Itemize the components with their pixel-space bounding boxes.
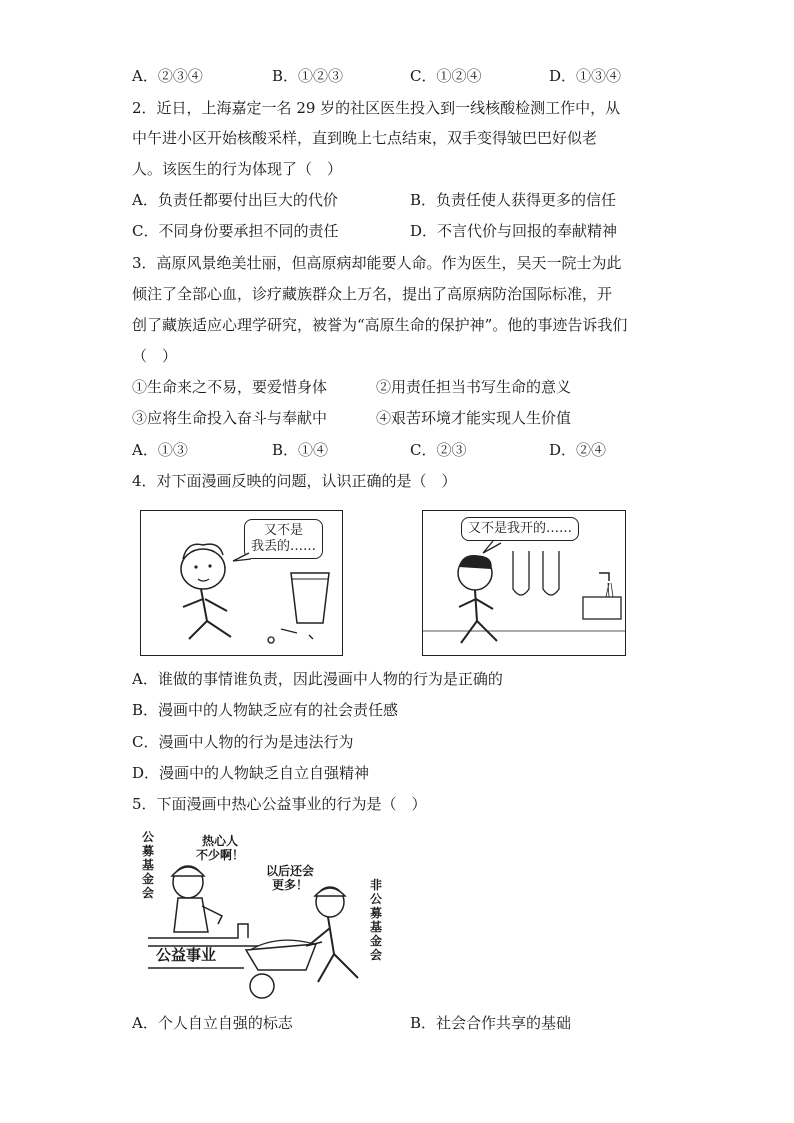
q4-comic1-drawing xyxy=(141,511,342,655)
q3-stem-line-1: 3．高原风景绝美壮丽，但高原病却能要人命。作为医生，吴天一院士为此 xyxy=(132,254,622,272)
q3-option-a[interactable]: A．①③ xyxy=(132,441,188,459)
q3-statement-3: ③应将生命投入奋斗与奉献中 xyxy=(132,409,328,427)
q5-comic-sign: 公益事业 xyxy=(156,946,217,964)
q1-option-d[interactable]: D．①③④ xyxy=(549,67,622,85)
q3-stem-line-2: 倾注了全部心血，诊疗藏族群众上万名，提出了高原病防治国际标准，开 xyxy=(132,285,613,303)
q4-option-c[interactable]: C．漫画中人物的行为是违法行为 xyxy=(132,733,354,751)
q5-comic-bubble-2-line1: 以后还会 xyxy=(266,864,315,878)
q5-comic-bubble-1-line2: 不少啊！ xyxy=(196,848,245,862)
q2-option-a[interactable]: A．负责任都要付出巨大的代价 xyxy=(132,191,338,209)
q3-stem-line-3: 创了藏族适应心理学研究，被誉为“高原生命的保护神”。他的事迹告诉我们 xyxy=(132,316,628,334)
q3-statement-2: ②用责任担当书写生命的意义 xyxy=(376,378,572,396)
q5-comic-bubble-1-line1: 热心人 xyxy=(202,834,239,848)
q4-stem: 4．对下面漫画反映的问题，认识正确的是（ ） xyxy=(132,472,457,490)
q5-stem: 5．下面漫画中热心公益事业的行为是（ ） xyxy=(132,795,427,813)
q2-stem-line-3: 人。该医生的行为体现了（ ） xyxy=(132,160,343,178)
q4-option-b[interactable]: B．漫画中的人物缺乏应有的社会责任感 xyxy=(132,701,399,719)
q4-comic1-bubble-line1: 又不是 xyxy=(264,523,304,538)
q1-option-c[interactable]: C．①②④ xyxy=(410,67,482,85)
q4-comic-faucet xyxy=(422,510,626,656)
q4-option-a[interactable]: A．谁做的事情谁负责，因此漫画中人物的行为是正确的 xyxy=(132,670,503,688)
q2-stem-line-1: 2．近日，上海嘉定一名 29 岁的社区医生投入到一线核酸检测工作中，从 xyxy=(132,99,621,117)
q1-option-a[interactable]: A．②③④ xyxy=(132,67,203,85)
q3-option-c[interactable]: C．②③ xyxy=(410,441,467,459)
q5-option-a[interactable]: A．个人自立自强的标志 xyxy=(132,1014,293,1032)
q3-option-b[interactable]: B．①④ xyxy=(272,441,329,459)
q2-option-d[interactable]: D．不言代价与回报的奉献精神 xyxy=(410,222,618,240)
q3-stem-line-4: （ ） xyxy=(132,347,178,365)
q3-statement-1: ①生命来之不易，要爱惜身体 xyxy=(132,378,328,396)
q3-option-d[interactable]: D．②④ xyxy=(549,441,607,459)
q3-statement-4: ④艰苦环境才能实现人生价值 xyxy=(376,409,572,427)
q4-comic2-speech-bubble: 又不是我开的…… xyxy=(461,517,579,541)
q4-comic2-drawing xyxy=(423,511,625,655)
q4-option-d[interactable]: D．漫画中的人物缺乏自立自强精神 xyxy=(132,764,370,782)
q2-option-b[interactable]: B．负责任使人获得更多的信任 xyxy=(410,191,617,209)
q5-comic-drawing xyxy=(138,820,398,1010)
q4-comic1-bubble-line2: 我丢的…… xyxy=(251,539,317,554)
q2-stem-line-2: 中午进小区开始核酸采样，直到晚上七点结束，双手变得皱巴巴好似老 xyxy=(132,129,598,147)
q5-comic-public-welfare xyxy=(138,820,398,1010)
q2-option-c[interactable]: C．不同身份要承担不同的责任 xyxy=(132,222,339,240)
q5-comic-right-label: 非公募基金会 xyxy=(370,878,383,962)
q5-comic-left-label: 公募基金会 xyxy=(142,830,155,900)
q5-comic-bubble-2-line2: 更多！ xyxy=(272,878,309,892)
q5-option-b[interactable]: B．社会合作共享的基础 xyxy=(410,1014,572,1032)
q1-option-b[interactable]: B．①②③ xyxy=(272,67,344,85)
q4-comic-littering xyxy=(140,510,343,656)
